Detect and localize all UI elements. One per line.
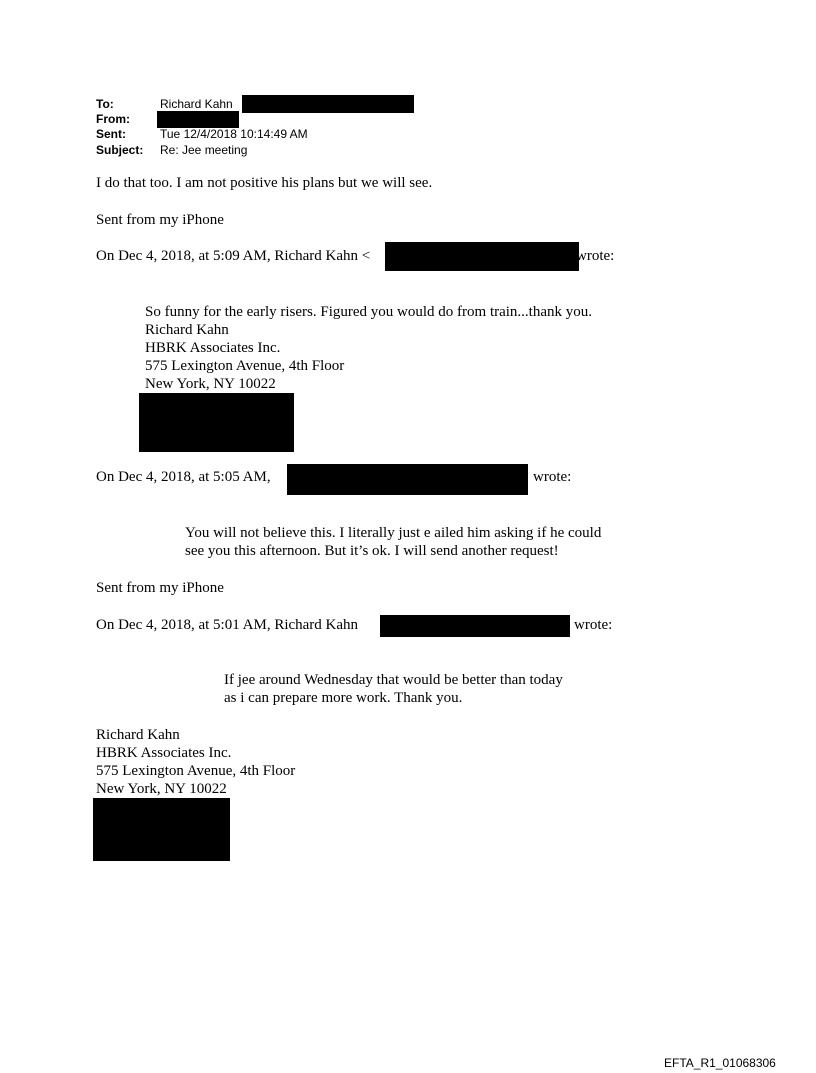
signature-line: HBRK Associates Inc. [96, 745, 232, 761]
signature-redaction [93, 798, 230, 861]
quote1-intro-suffix: wrote: [576, 248, 615, 264]
quote1-intro-prefix: On Dec 4, 2018, at 5:09 AM, Richard Kahn < [96, 248, 371, 264]
quote1-line: 575 Lexington Avenue, 4th Floor [145, 358, 345, 374]
subject-label: Subject: [96, 143, 144, 157]
sent-value: Tue 12/4/2018 10:14:49 AM [160, 127, 308, 141]
sent-from-iphone-1: Sent from my iPhone [96, 212, 224, 228]
signature-line: Richard Kahn [96, 727, 180, 743]
to-label: To: [96, 97, 114, 111]
reply-text: I do that too. I am not positive his plans but we will see. [96, 175, 433, 191]
from-redaction [157, 111, 239, 128]
quote1-email-redaction [385, 242, 579, 271]
document-id: EFTA_R1_01068306 [664, 1056, 776, 1070]
quote1-line: HBRK Associates Inc. [145, 340, 281, 356]
quote1-line: Richard Kahn [145, 322, 229, 338]
quote2-intro-prefix: On Dec 4, 2018, at 5:05 AM, [96, 469, 271, 485]
sent-label: Sent: [96, 127, 126, 141]
subject-value: Re: Jee meeting [160, 143, 248, 157]
quote2-intro-suffix: wrote: [533, 469, 572, 485]
quote2-line: You will not believe this. I literally just e ailed him asking if he could [185, 525, 602, 541]
signature-line: 575 Lexington Avenue, 4th Floor [96, 763, 296, 779]
quote1-line: So funny for the early risers. Figured you would do from train...thank you. [145, 304, 593, 320]
to-value: Richard Kahn [160, 97, 233, 111]
to-redaction [242, 95, 414, 113]
from-label: From: [96, 112, 130, 126]
quote3-intro-prefix: On Dec 4, 2018, at 5:01 AM, Richard Kahn [96, 617, 359, 633]
quote1-signature-redaction [139, 393, 294, 452]
sent-from-iphone-2: Sent from my iPhone [96, 580, 224, 596]
quote3-line: If jee around Wednesday that would be better than today [224, 672, 563, 688]
quote3-intro-suffix: wrote: [574, 617, 613, 633]
signature-line: New York, NY 10022 [96, 781, 227, 797]
quote2-sender-redaction [287, 464, 528, 495]
quote1-line: New York, NY 10022 [145, 376, 276, 392]
quote3-email-redaction [380, 615, 570, 637]
quote2-line: see you this afternoon. But it’s ok. I will send another request! [185, 543, 559, 559]
quote3-line: as i can prepare more work. Thank you. [224, 690, 463, 706]
